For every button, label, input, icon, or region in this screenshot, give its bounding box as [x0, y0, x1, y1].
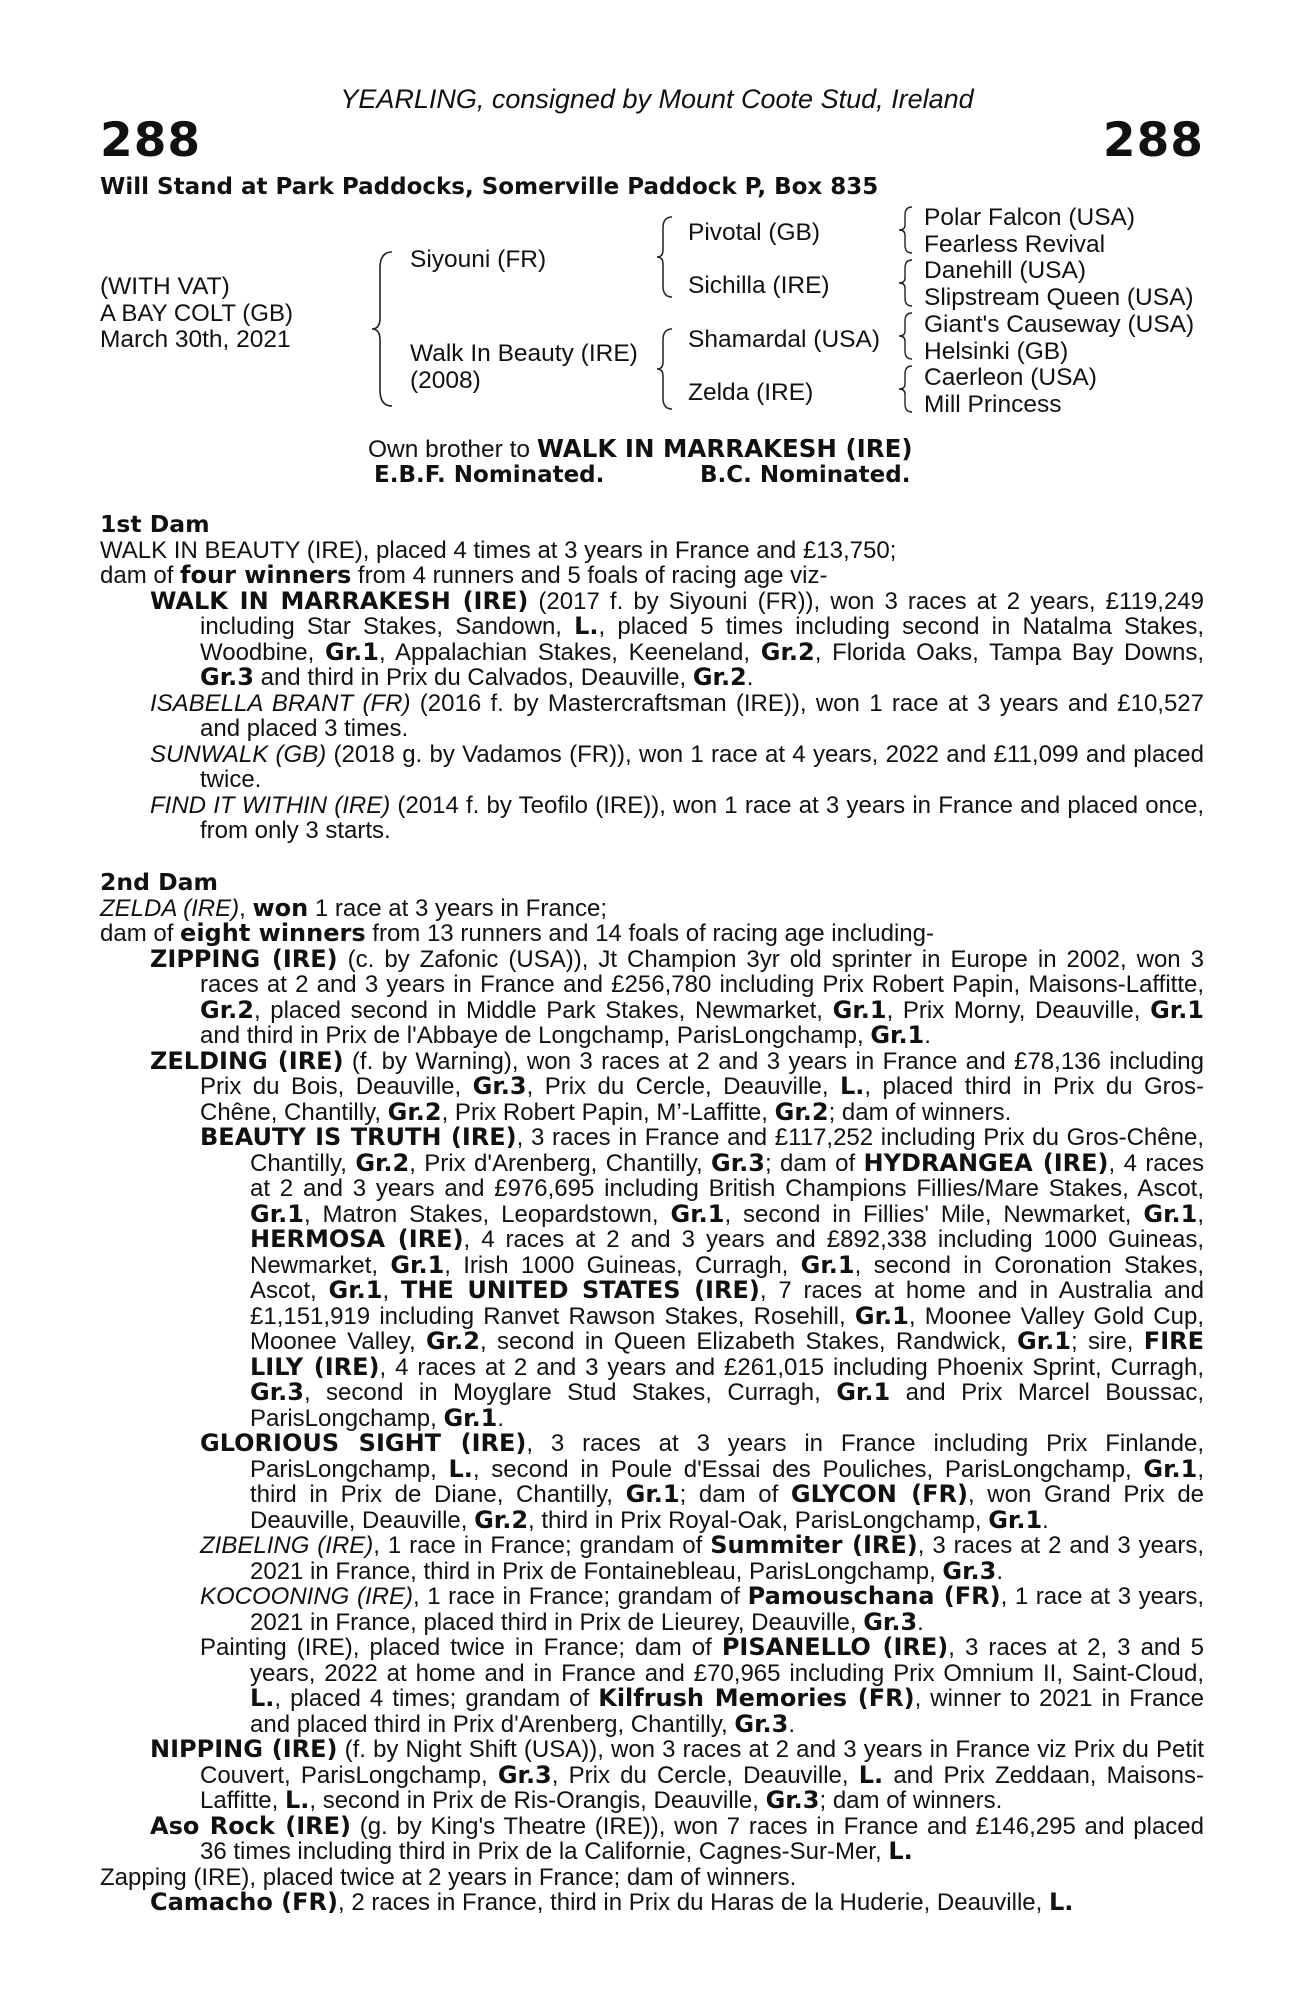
produce-find-it-within: FIND IT WITHIN (IRE) (2014 f. by Teofilo (IRE)), won 1 race at 3 years in France and placed once, from only 3 starts.: [150, 791, 1204, 844]
pedigree-brace-pivotal: [896, 204, 916, 256]
sire-dam: Sichilla (IRE): [688, 272, 830, 299]
produce-aso-rock: Aso Rock (IRE) (g. by King's Theatre (IRE)), won 7 races in France and £146,295 and placed 36 times including third in Prix de la Californie, Cagnes-Sur-Mer, L.: [150, 1811, 1204, 1865]
ebf-nominated: E.B.F. Nominated.: [374, 462, 605, 488]
first-dam-produce: [100, 586, 1204, 844]
first-dam-heading: 1st Dam: [100, 510, 210, 538]
pedigree-brace-shamardal: [896, 310, 916, 362]
dam: Walk In Beauty (IRE): [410, 340, 638, 367]
produce-glorious-sight: GLORIOUS SIGHT (IRE), 3 races at 3 years in France including Prix Finlande, ParisLongchamp, L., second in Poule d'Essai des Pouliches, ParisLongchamp, Gr.1, third in Prix de Diane, Chantilly, Gr.1; dam of GLYCON (FR), won Grand Prix de Deauville, Deauville, Gr.2, third in Prix Royal-Oak, ParisLongchamp, Gr.1.: [200, 1429, 1205, 1534]
first-dam-intro: WALK IN BEAUTY (IRE), placed 4 times at 3 years in France and £13,750;: [100, 536, 897, 564]
pedigree-brace-main: [368, 248, 396, 410]
pedigree-brace-sichilla: [896, 257, 916, 309]
second-dam-heading: 2nd Dam: [100, 868, 218, 896]
foaling-date: March 30th, 2021: [100, 326, 291, 353]
own-brother-line: Own brother to WALK IN MARRAKESH (IRE): [368, 434, 913, 463]
dam-dam: Zelda (IRE): [688, 379, 814, 406]
produce-beauty-is-truth: BEAUTY IS TRUTH (IRE), 3 races in France and £117,252 including Prix du Gros-Chêne, Chantilly, Gr.2, Prix d'Arenberg, Chantilly, Gr.3; dam of HYDRANGEA (IRE), 4 races at 2 and 3 years and £976,695 including British Champions Fillies/Mare Stakes, Ascot, Gr.1, Matron Stakes, Leopardstown, Gr.1, second in Fillies' Mile, Newmarket, Gr.1, HERMOSA (IRE), 4 races at 2 and 3 years and £892,338 including 1000 Guineas, Newmarket, Gr.1, Irish 1000 Guineas, Curragh, Gr.1, second in Coronation Stakes, Ascot, Gr.1, THE UNITED STATES (IRE), 7 races at home and in Australia and £1,151,919 including Ranvet Rawson Stakes, Rosehill, Gr.1, Moonee Valley Gold Cup, Moonee Valley, Gr.2, second in Queen Elizabeth Stakes, Randwick, Gr.1; sire, FIRE LILY (IRE), 4 races at 2 and 3 years and £261,015 including Phoenix Sprint, Curragh, Gr.3, second in Moyglare Stud Stakes, Curragh, Gr.1 and Prix Marcel Boussac, ParisLongchamp, Gr.1.: [200, 1123, 1205, 1432]
produce-zipping: ZIPPING (IRE) (c. by Zafonic (USA)), Jt Champion 3yr old sprinter in Europe in 2002, won 3 races at 2 and 3 years in France and £256,780 including Prix Robert Papin, Maisons-Laffitte, Gr.2, placed second in Middle Park Stakes, Newmarket, Gr.1, Prix Morny, Deauville, Gr.1 and third in Prix de l'Abbaye de Longchamp, ParisLongchamp, Gr.1.: [150, 944, 1205, 1049]
produce-kocooning: KOCOONING (IRE), 1 race in France; grandam of Pamouschana (FR), 1 race at 3 years, 2021 in France, placed third in Prix de Lieurey, Deauville, Gr.3.: [200, 1582, 1204, 1636]
zapping-produce: [100, 1890, 1204, 1916]
lot-number-left: 288: [100, 113, 202, 168]
second-dam-produce: [100, 944, 1205, 1865]
produce-painting: Painting (IRE), placed twice in France; dam of PISANELLO (IRE), 3 races at 2, 3 and 5 years, 2022 at home and in France and £70,965 including Prix Omnium II, Saint-Cloud, L., placed 4 times; grandam of Kilfrush Memories (FR), winner to 2021 in France and placed third in Prix d'Arenberg, Chantilly, Gr.3.: [200, 1633, 1204, 1738]
produce-camacho: Camacho (FR), 2 races in France, third in Prix du Haras de la Huderie, Deauville, L.: [150, 1888, 1074, 1916]
lot-number-right: 288: [1102, 113, 1204, 168]
brother-name: WALK IN MARRAKESH (IRE): [536, 434, 913, 463]
produce-zibeling: ZIBELING (IRE), 1 race in France; grandam of Summiter (IRE), 3 races at 2 and 3 years, 2021 in France, third in Prix de Fontainebleau, ParisLongchamp, Gr.3.: [200, 1531, 1204, 1585]
produce-zapping: Zapping (IRE), placed twice at 2 years in France; dam of winners.: [100, 1863, 797, 1891]
dam-sire: Shamardal (USA): [688, 326, 880, 353]
pedigree-brace-sire: [654, 214, 676, 300]
zelding-produce: [150, 1125, 1204, 1737]
pedigree-brace-zelda: [896, 363, 916, 415]
produce-sunwalk: SUNWALK (GB) (2018 g. by Vadamos (FR)), won 1 race at 4 years, 2022 and £11,099 and placed twice.: [150, 740, 1204, 793]
stand-location: Will Stand at Park Paddocks, Somerville Paddock P, Box 835: [100, 174, 879, 200]
produce-walk-in-marrakesh: WALK IN MARRAKESH (IRE) (2017 f. by Siyouni (FR)), won 3 races at 2 years, £119,249 including Star Stakes, Sandown, L., placed 5 times including second in Natalma Stakes, Woodbine, Gr.1, Appalachian Stakes, Keeneland, Gr.2, Florida Oaks, Tampa Bay Downs, Gr.3 and third in Prix du Calvados, Deauville, Gr.2.: [150, 586, 1204, 691]
second-dam-intro: ZELDA (IRE), won 1 race at 3 years in France;: [100, 893, 608, 922]
second-dam-produce-intro: dam of eight winners from 13 runners and 14 foals of racing age including-: [100, 919, 934, 947]
produce-zelding: ZELDING (IRE) (f. by Warning), won 3 races at 2 and 3 years in France and £78,136 including Prix du Bois, Deauville, Gr.3, Prix du Cercle, Deauville, L., placed third in Prix du Gros-Chêne, Chantilly, Gr.2, Prix Robert Papin, M’-Laffitte, Gr.2; dam of winners.: [150, 1046, 1204, 1126]
vat-note: (WITH VAT): [100, 273, 230, 300]
sire-sire: Pivotal (GB): [688, 219, 821, 246]
ssd: Fearless Revival: [924, 231, 1106, 258]
produce-nipping: NIPPING (IRE) (f. by Night Shift (USA)), won 3 races at 2 and 3 years in France viz Prix du Petit Couvert, ParisLongchamp, Gr.3, Prix du Cercle, Deauville, L. and Prix Zeddaan, Maisons-Laffitte, L., second in Prix de Ris-Orangis, Deauville, Gr.3; dam of winners.: [150, 1735, 1205, 1814]
sss: Polar Falcon (USA): [924, 204, 1136, 231]
horse-name: A BAY COLT (GB): [100, 300, 293, 327]
dam-year: (2008): [410, 367, 481, 394]
produce-isabella-brant: ISABELLA BRANT (FR) (2016 f. by Mastercraftsman (IRE)), won 1 race at 3 years and £10,527 and placed 3 times.: [150, 689, 1204, 742]
consignment-line: YEARLING, consigned by Mount Coote Stud, Ireland: [340, 84, 974, 114]
first-dam-produce-intro: dam of four winners from 4 runners and 5 foals of racing age viz-: [100, 561, 828, 589]
dss: Giant's Causeway (USA): [924, 311, 1195, 338]
bc-nominated: B.C. Nominated.: [700, 462, 911, 488]
sdd: Slipstream Queen (USA): [924, 284, 1194, 311]
ddd: Mill Princess: [924, 391, 1062, 418]
pedigree-brace-dam: [654, 326, 676, 412]
sire: Siyouni (FR): [410, 246, 547, 273]
first-dam-section: [100, 512, 1204, 844]
dds: Caerleon (USA): [924, 364, 1097, 391]
sds: Danehill (USA): [924, 257, 1087, 284]
dsd: Helsinki (GB): [924, 338, 1069, 365]
second-dam-section: [100, 870, 1204, 1916]
